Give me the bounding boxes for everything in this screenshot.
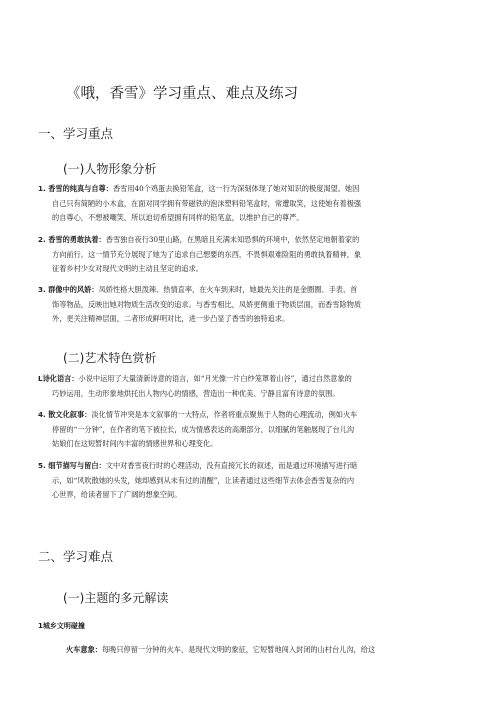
section-heading-difficulties: 二、学习难点 [38,549,114,564]
item-text: 香雪用40个鸡蛋去换铅笔盒，这一行为深刻体现了她对知识的极度渴望。她因 [112,184,360,193]
document-title: 《哦，香雪》学习重点、难点及练习 [66,86,298,102]
item-number: 2 [38,235,44,244]
item-text: 方向前行。这一情节充分展现了她为了追求自己想要的东西，不畏惧艰难险阻的勇敢执着精神，象 [52,249,362,259]
item-text: 淡化情节冲突是本文叙事的一大特点，作者将重点聚焦于人物的心理流动，例如火车 [91,410,358,419]
subsection-heading-theme: (一)主题的多元解读 [63,591,169,605]
item-text: 心世界，给读者留下了广阔的想象空间。 [52,490,182,500]
item-text: 文中对香雪夜行时的心理活动，没有直接冗长的叙述，而是通过环境描写进行暗 [105,461,358,470]
section-heading-key-points: 一、学习重点 [38,126,114,141]
item-number: L [38,374,43,383]
list-item [38,182,478,226]
item-text: 姑娘们在这短暂时间内丰富的情感世界和心理变化。 [52,439,218,449]
paragraph-text: 每晚只停留一分钟的火车，是现代文明的象征，它短暂地闯入封闭的山村台儿沟，给这 [101,645,376,654]
item-label: . 散文化叙事： [43,410,92,419]
list-item [38,233,478,277]
item-number: 4 [38,410,44,419]
paragraph-label: 火车意象： [66,645,102,654]
subsection-heading-art-features: (二)艺术特色赏析 [63,351,157,365]
item-text: 停留的“一分钟”，在作者的笔下被拉长，成为情感表达的高潮部分，以细腻的笔触展现了台儿沟 [52,424,355,434]
item-number: 5 [38,461,44,470]
item-text: 巧妙运用，生动形象地烘托出人物内心的情感，营造出一种优美、宁静且富有诗意的氛围。 [52,388,340,398]
item-text: 香雪独自夜行30里山路，在黑暗且充满未知恐惧的环境中，依然坚定地朝着家的 [105,235,360,244]
item-label: . 香雪的纯真与自尊： [43,184,113,193]
list-item [38,408,478,452]
item-label: . 群像中的风娇： [43,285,99,294]
item-text: 自己只有简陋的小木盒，在面对同学拥有带磁铁的泡沫塑料铅笔盒时，常遭取笑，这使她有着极强 [52,198,362,208]
subitem-heading: 1城乡文明碰撞 [38,622,85,630]
item-text: 征着乡村少女对现代文明的主动且坚定的追求。 [52,264,203,274]
item-text: 饰等物品，反映出她对物质生活改变的追求。与香雪相比，凤娇更侧重于物质层面，而香雪除物质 [52,299,362,309]
item-label: 诗化语言： [42,374,79,383]
item-label: . 细节描写与留白： [43,461,106,470]
item-text: 外，更关注精神层面，二者形成鲜明对比，进一步凸显了香雪的独特追求。 [52,314,290,324]
list-item [38,459,478,503]
item-number: 3 [38,285,44,294]
item-number: 1 [38,184,44,193]
item-text: 小说中运用了大量清新诗意的语言，如“月光像一片白纱笼罩着山谷”，通过自然意象的 [78,374,352,383]
item-text: 的自尊心，不想被嘲笑，所以迫切希望拥有同样的铅笔盒，以维护自己的尊严。 [52,213,304,223]
item-label: . 香雪的勇敢执着： [43,235,106,244]
list-item [38,283,478,327]
paragraph [66,645,375,655]
subsection-heading-characters: (一)人物形象分析 [63,162,157,176]
item-text: 凤娇性格大胆泼辣、热情直率，在火车到来时，她最先关注的是金圈圈、手表、首 [98,285,358,294]
list-item [38,372,478,401]
item-text: 示，如“风吹散她的头发，她却感到从未有过的清醒”，让读者通过这些细节去体会香雪复杂的内 [52,475,355,485]
